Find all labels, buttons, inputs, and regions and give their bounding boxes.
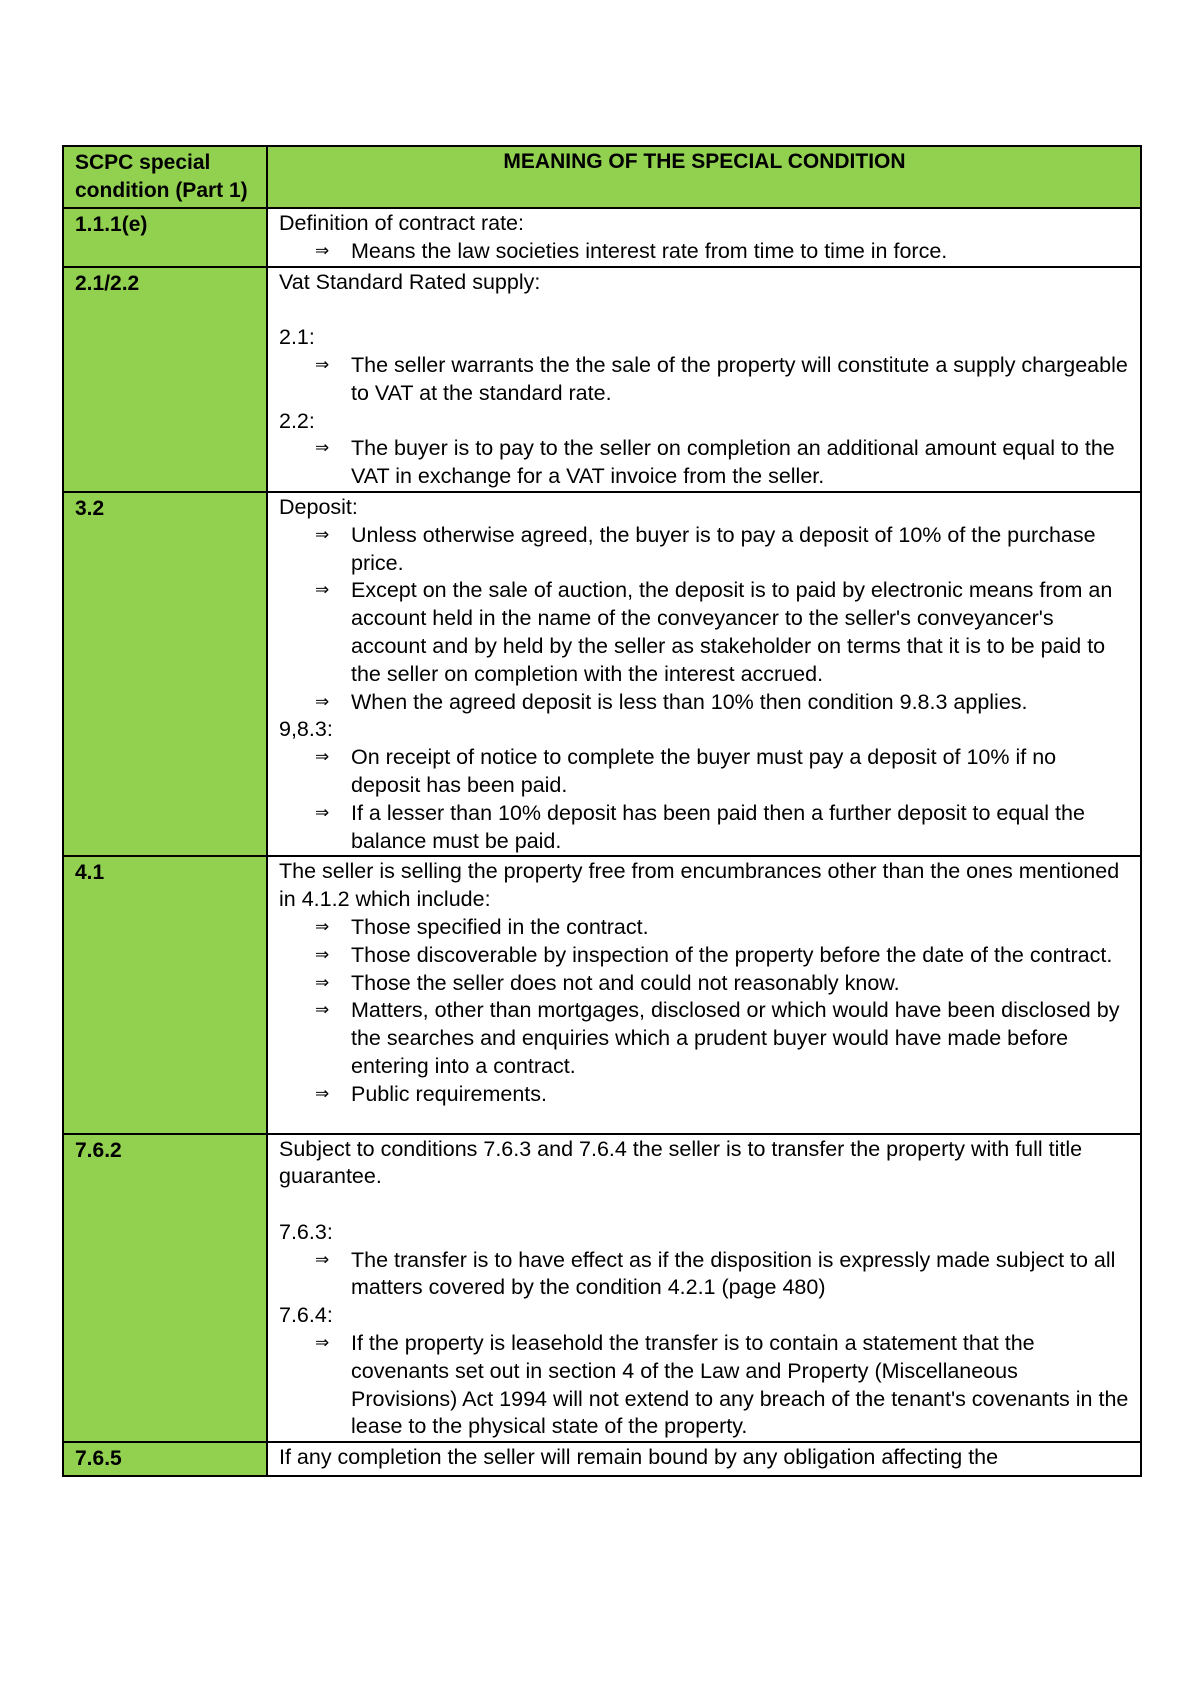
condition-number: 7.6.2 [64,1135,268,1442]
condition-number: 4.1 [64,857,268,1132]
bullet-item [279,1081,1130,1109]
bullet-text: On receipt of notice to complete the buyer must pay a deposit of 10% if no deposit has been paid. [351,745,1057,797]
trailing-space [279,1109,1130,1133]
bullet-text: The transfer is to have effect as if the disposition is expressly made subject to all matters covered by the condition 4.2.1 (page 480) [351,1247,1116,1300]
conditions-table [62,145,1142,1477]
right-double-arrow-icon: ⇒ [315,972,330,993]
right-double-arrow-icon: ⇒ [315,691,330,712]
condition-number: 7.6.5 [64,1443,268,1475]
bullet-item [279,942,1130,970]
meaning-text: Deposit: [279,494,358,519]
bullet-text: If the property is leasehold the transfer is to contain a statement that the covenants set out in section 4 of the Law and Property (Miscellaneous Provisions) Act 1994 will not extend to any breach of the tenant's covenants in the lease to the physical state of the property. [351,1331,1129,1439]
condition-meaning [268,1135,1140,1442]
bullet-item [279,689,1130,717]
bullet-text: The seller warrants the the sale of the property will constitute a supply chargeable to VAT at the standard rate. [351,352,1128,405]
meaning-text: If any completion the seller will remain bound by any obligation affecting the [279,1445,999,1470]
right-double-arrow-icon: ⇒ [315,802,330,823]
condition-meaning [268,1443,1140,1475]
blank-line [279,1191,1130,1219]
bullet-item [279,238,1130,266]
table-row [64,491,1140,855]
bullet-text: Matters, other than mortgages, disclosed or which would have been disclosed by the searches and enquiries which a prudent buyer would have made before entering into a contract. [351,998,1120,1078]
bullet-item [279,577,1130,688]
bullet-text: Public requirements. [351,1081,547,1106]
condition-meaning [268,209,1140,266]
bullet-item [279,970,1130,998]
bullet-text: Those the seller does not and could not reasonably know. [351,970,900,995]
bullet-item [279,914,1130,942]
meaning-text: 2.2: [279,408,315,433]
right-double-arrow-icon: ⇒ [315,944,330,965]
condition-number: 1.1.1(e) [64,209,268,266]
bullet-text: Unless otherwise agreed, the buyer is to pay a deposit of 10% of the purchase price. [351,522,1096,575]
condition-number: 2.1/2.2 [64,268,268,491]
bullet-text: Means the law societies interest rate from time to time in force. [351,238,948,263]
right-double-arrow-icon: ⇒ [315,1333,330,1354]
header-condition-column: SCPC special condition (Part 1) [64,147,268,207]
right-double-arrow-icon: ⇒ [315,1249,330,1270]
bullet-text: Those specified in the contract. [351,914,649,939]
bullet-item [279,1247,1130,1303]
right-double-arrow-icon: ⇒ [315,240,330,261]
condition-number: 3.2 [64,493,268,855]
meaning-text: 7.6.3: [279,1219,333,1244]
bullet-item [279,744,1130,800]
table-row [64,855,1140,1132]
right-double-arrow-icon: ⇒ [315,438,330,459]
meaning-text: Definition of contract rate: [279,211,524,235]
bullet-text: Except on the sale of auction, the deposit is to paid by electronic means from an account held in the name of the conveyancer to the seller's conveyancer's account and by held by the seller as stakeholder on terms that it is to be paid to the seller on completion with the interest accrued. [351,578,1113,686]
bullet-item [279,352,1130,408]
meaning-text: 7.6.4: [279,1303,333,1328]
bullet-text: The buyer is to pay to the seller on completion an additional amount equal to the VAT in exchange for a VAT invoice from the seller. [351,436,1115,489]
bullet-text: Those discoverable by inspection of the property before the date of the contract. [351,942,1113,967]
meaning-text: The seller is selling the property free from encumbrances other than the ones mentioned in 4.1.2 which include: [279,859,1120,912]
right-double-arrow-icon: ⇒ [315,580,330,601]
condition-meaning [268,857,1140,1132]
bullet-text: When the agreed deposit is less than 10% then condition 9.8.3 applies. [351,689,1028,714]
bullet-item [279,522,1130,578]
right-double-arrow-icon: ⇒ [315,354,330,375]
right-double-arrow-icon: ⇒ [315,916,330,937]
meaning-text: Subject to conditions 7.6.3 and 7.6.4 the seller is to transfer the property with full title guarantee. [279,1136,1083,1189]
right-double-arrow-icon: ⇒ [315,747,330,768]
table-header-row [64,147,1140,207]
bullet-item [279,1330,1130,1441]
bullet-item [279,435,1130,491]
right-double-arrow-icon: ⇒ [315,524,330,545]
table-row [64,1441,1140,1475]
right-double-arrow-icon: ⇒ [315,1000,330,1021]
header-meaning-column: MEANING OF THE SPECIAL CONDITION [268,147,1140,207]
table-row [64,266,1140,491]
bullet-text: If a lesser than 10% deposit has been paid then a further deposit to equal the balance must be paid. [351,800,1085,853]
condition-meaning [268,268,1140,491]
table-row [64,207,1140,266]
blank-line [279,296,1130,324]
right-double-arrow-icon: ⇒ [315,1083,330,1104]
table-row [64,1133,1140,1442]
bullet-item [279,997,1130,1080]
meaning-text: Vat Standard Rated supply: [279,269,541,294]
condition-meaning [268,493,1140,855]
bullet-item [279,800,1130,856]
meaning-text: 2.1: [279,325,315,350]
meaning-text: 9,8.3: [279,717,333,742]
